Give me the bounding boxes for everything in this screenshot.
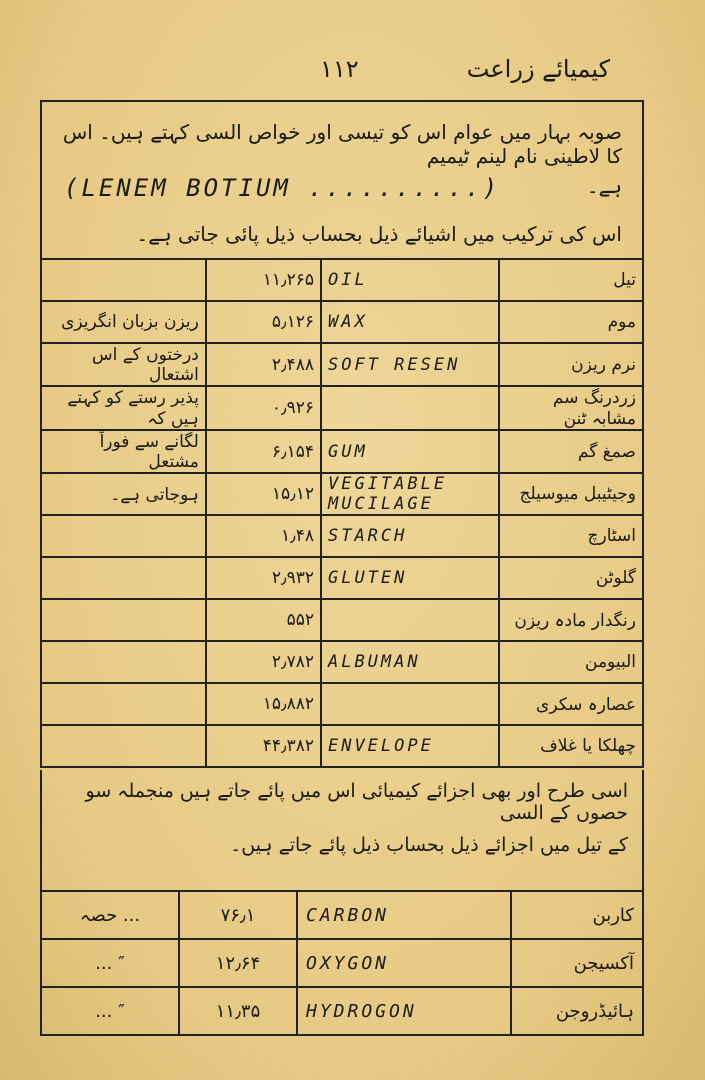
composition-english: WAX bbox=[321, 301, 499, 343]
composition-english: ALBUMAN bbox=[321, 641, 499, 683]
composition-row bbox=[41, 386, 643, 430]
composition-note: پذیر رستے کو کہتے ہیں کہ bbox=[41, 386, 206, 430]
element-english: OXYGON bbox=[297, 939, 511, 987]
composition-row bbox=[41, 641, 643, 683]
composition-value: ۵٫۱۲۶ bbox=[206, 301, 321, 343]
composition-value: ۲٫۷۸۲ bbox=[206, 641, 321, 683]
intro-line-3: اس کی ترکیب میں اشیائے ذیل بحساب ذیل پائی جاتی ہے۔ bbox=[136, 222, 622, 246]
element-row bbox=[41, 939, 643, 987]
composition-row bbox=[41, 343, 643, 386]
composition-english bbox=[321, 599, 499, 641]
composition-row bbox=[41, 259, 643, 301]
composition-urdu: زردرنگ سم مشابہ ٹنن bbox=[499, 386, 643, 430]
composition-value: ۱٫۴۸ bbox=[206, 515, 321, 557]
composition-row bbox=[41, 725, 643, 767]
composition-english: VEGITABLE MUCILAGE bbox=[321, 473, 499, 515]
composition-note bbox=[41, 599, 206, 641]
composition-urdu: رنگدار مادہ ریزن bbox=[499, 599, 643, 641]
intro-line-1: صوبہ بہار میں عوام اس کو تیسی اور خواص السی کہتے ہیں۔ اس کا لاطینی نام لینم ٹیمیم bbox=[62, 120, 622, 168]
latin-name: (LENEM BOTIUM ..........) bbox=[64, 174, 501, 202]
running-title: کیمیائے زراعت bbox=[466, 55, 610, 83]
composition-value: ۱۱٫۲۶۵ bbox=[206, 259, 321, 301]
composition-urdu: اسٹارچ bbox=[499, 515, 643, 557]
composition-value: ۰٫۹۲۶ bbox=[206, 386, 321, 430]
element-note: ″ ... bbox=[41, 939, 179, 987]
composition-english: GUM bbox=[321, 430, 499, 473]
element-english: HYDROGON bbox=[297, 987, 511, 1035]
composition-row bbox=[41, 515, 643, 557]
composition-value: ۱۵٫۸۸۲ bbox=[206, 683, 321, 725]
composition-english: OIL bbox=[321, 259, 499, 301]
element-english: CARBON bbox=[297, 891, 511, 939]
composition-value: ۲٫۴۸۸ bbox=[206, 343, 321, 386]
composition-row bbox=[41, 599, 643, 641]
composition-note bbox=[41, 641, 206, 683]
composition-value: ۴۴٫۳۸۲ bbox=[206, 725, 321, 767]
intro-box bbox=[40, 100, 644, 260]
composition-urdu: تیل bbox=[499, 259, 643, 301]
composition-english bbox=[321, 386, 499, 430]
middle-text-box bbox=[40, 770, 644, 890]
composition-note: لگانے سے فوراً مشتعل bbox=[41, 430, 206, 473]
composition-note bbox=[41, 725, 206, 767]
composition-urdu: وجیٹیبل میوسیلج bbox=[499, 473, 643, 515]
composition-note bbox=[41, 259, 206, 301]
composition-row bbox=[41, 557, 643, 599]
element-urdu: آکسیجن bbox=[511, 939, 643, 987]
composition-english: ENVELOPE bbox=[321, 725, 499, 767]
element-note: ... حصہ bbox=[41, 891, 179, 939]
composition-value: ۵۵۲ bbox=[206, 599, 321, 641]
composition-value: ۱۵٫۱۲ bbox=[206, 473, 321, 515]
composition-value: ۶٫۱۵۴ bbox=[206, 430, 321, 473]
element-value: ۱۱٫۳۵ bbox=[179, 987, 297, 1035]
middle-line-2: کے تیل میں اجزائے ذیل بحساب ذیل پائے جاتے ہیں۔ bbox=[230, 834, 628, 856]
composition-note bbox=[41, 683, 206, 725]
element-urdu: ہائیڈروجن bbox=[511, 987, 643, 1035]
composition-note: ریزن بزبان انگریزی bbox=[41, 301, 206, 343]
composition-row bbox=[41, 473, 643, 515]
composition-row bbox=[41, 301, 643, 343]
element-row bbox=[41, 987, 643, 1035]
composition-urdu: چھلکا یا غلاف bbox=[499, 725, 643, 767]
element-row bbox=[41, 891, 643, 939]
composition-urdu: صمغ گم bbox=[499, 430, 643, 473]
composition-english: GLUTEN bbox=[321, 557, 499, 599]
elements-table bbox=[40, 890, 644, 1036]
composition-urdu: موم bbox=[499, 301, 643, 343]
element-urdu: کاربن bbox=[511, 891, 643, 939]
page-number: ۱۱۲ bbox=[320, 55, 359, 83]
composition-urdu: عصارہ سکری bbox=[499, 683, 643, 725]
composition-note bbox=[41, 557, 206, 599]
composition-urdu: نرم ریزن bbox=[499, 343, 643, 386]
composition-value: ۲٫۹۳۲ bbox=[206, 557, 321, 599]
element-value: ۷۶٫۱ bbox=[179, 891, 297, 939]
element-note: ″ ... bbox=[41, 987, 179, 1035]
composition-row bbox=[41, 683, 643, 725]
composition-english: SOFT RESEN bbox=[321, 343, 499, 386]
composition-note: درختوں کے اس اشتعال bbox=[41, 343, 206, 386]
composition-urdu: گلوٹن bbox=[499, 557, 643, 599]
composition-note: ہوجاتی ہے۔ bbox=[41, 473, 206, 515]
intro-line-2-urdu: ہے۔ bbox=[586, 174, 622, 198]
composition-note bbox=[41, 515, 206, 557]
composition-table bbox=[40, 258, 644, 768]
composition-english bbox=[321, 683, 499, 725]
composition-row bbox=[41, 430, 643, 473]
composition-urdu: البیومن bbox=[499, 641, 643, 683]
composition-english: STARCH bbox=[321, 515, 499, 557]
element-value: ۱۲٫۶۴ bbox=[179, 939, 297, 987]
middle-line-1: اسی طرح اور بھی اجزائے کیمیائی اس میں پائے جاتے ہیں منجملہ سو حصوں کے السی bbox=[85, 780, 628, 824]
